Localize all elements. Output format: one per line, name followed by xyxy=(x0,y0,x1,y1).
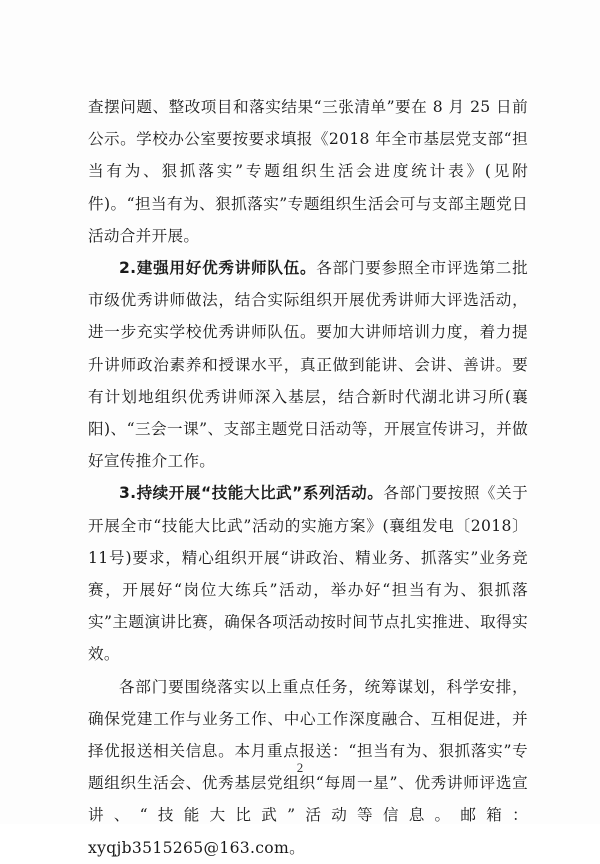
paragraph-skills-contest xyxy=(88,477,528,670)
section-heading-2: 2.建强用好优秀讲师队伍。 xyxy=(119,259,317,278)
paragraph-summary: 各部门要围绕落实以上重点任务，统筹谋划，科学安排，确保党建工作与业务工作、中心工作深度融合、互相促进，并择优报送相关信息。本月重点报送：“担当有为、狠抓落实”专题组织生活会、优秀基层党组织“每周一星”、优秀讲师评选宣讲、“技能大比武”活动等信息。邮箱：xyqjb3515265@163.com。 xyxy=(88,677,528,857)
page-number: 2 xyxy=(296,760,304,775)
paragraph-continuation: 查摆问题、整改项目和落实结果“三张清单”要在 8 月 25 日前公示。学校办公室要按要求填报《2018 年全市基层党支部“担当有为、狠抓落实”专题组织生活会进度统计表》(见附件)。“担当有为、狠抓落实”专题组织生活会可与支部主题党日活动合并开展。 xyxy=(88,98,528,245)
document-body xyxy=(88,91,528,864)
section-body-2: 各部门要参照全市评选第二批市级优秀讲师做法，结合实际组织开展优秀讲师大评选活动，进一步充实学校优秀讲师队伍。要加大讲师培训力度，着力提升讲师政治素养和授课水平，真正做到能讲、会讲、善讲。要有计划地组织优秀讲师深入基层，结合新时代湖北讲习所(襄阳)、“三会一课”、支部主题党日活动等，开展宣传讲习，并做好宣传推介工作。 xyxy=(88,259,528,471)
section-body-3: 各部门要按照《关于开展全市“技能大比武”活动的实施方案》(襄组发电〔2018〕11号)要求，精心组织开展“讲政治、精业务、抓落实”业务竞赛，开展好“岗位大练兵”活动，举办好“担当有为、狠抓落实”主题演讲比赛，确保各项活动按时间节点扎实推进、取得实效。 xyxy=(88,484,529,664)
paragraph-lecturer-team xyxy=(88,252,528,477)
section-heading-3: 3.持续开展“技能大比武”系列活动。 xyxy=(119,484,384,503)
